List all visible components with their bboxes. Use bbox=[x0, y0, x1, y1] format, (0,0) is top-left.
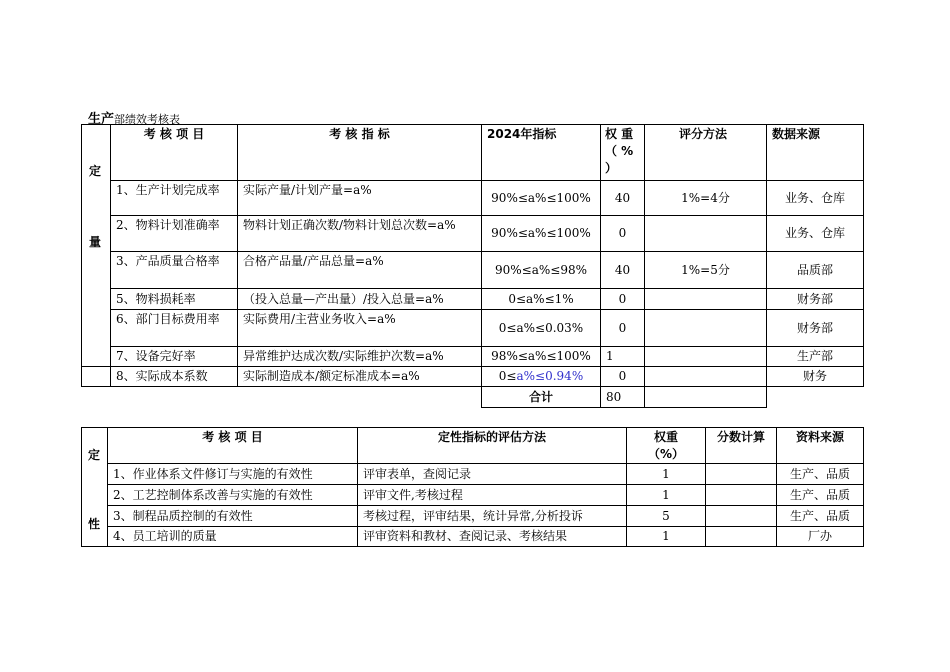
quant-header-target: 2024年指标 bbox=[481, 124, 601, 181]
qual-row-2-source: 生产、品质 bbox=[776, 484, 864, 506]
qual-header-score: 分数计算 bbox=[705, 427, 777, 464]
quant-row-6-weight: 1 bbox=[600, 346, 645, 367]
quant-row-4-source: 财务部 bbox=[766, 288, 864, 310]
quant-row-2-weight: 0 bbox=[600, 215, 645, 252]
quant-header-item: 考 核 项 目 bbox=[110, 124, 238, 181]
quant-row-7-method bbox=[644, 366, 767, 387]
quant-row-4-target: 0≤a%≤1% bbox=[481, 288, 601, 310]
quant-row-1-weight: 40 bbox=[600, 180, 645, 216]
qual-side-label-1: 定 bbox=[88, 448, 101, 462]
quant-row-6-target: 98%≤a%≤100% bbox=[481, 346, 601, 367]
qual-row-3-weight: 5 bbox=[626, 505, 706, 527]
quant-row-4-method bbox=[644, 288, 767, 310]
quant-row-4-item: 5、物料损耗率 bbox=[110, 288, 238, 310]
quant-total-label: 合计 bbox=[481, 386, 601, 408]
quant-row-3-weight: 40 bbox=[600, 251, 645, 289]
quant-row-6-item: 7、设备完好率 bbox=[110, 346, 238, 367]
qual-header-item: 考 核 项 目 bbox=[107, 427, 358, 464]
quant-row-2-item: 2、物料计划准确率 bbox=[110, 215, 238, 252]
quant-header-weight: 权 重 （ % ） bbox=[600, 124, 645, 181]
qual-row-4-method: 评审资料和教材、查阅记录、考核结果 bbox=[357, 526, 627, 547]
quant-row-5-target: 0≤a%≤0.03% bbox=[481, 309, 601, 347]
qual-row-4-item: 4、员工培训的质量 bbox=[107, 526, 358, 547]
qual-row-1-score bbox=[705, 463, 777, 485]
qual-row-1-source: 生产、品质 bbox=[776, 463, 864, 485]
qual-row-2-score bbox=[705, 484, 777, 506]
qual-row-2-weight: 1 bbox=[626, 484, 706, 506]
quant-row-4-weight: 0 bbox=[600, 288, 645, 310]
quant-side-label-1: 定 bbox=[89, 164, 102, 178]
qual-row-4-source: 厂办 bbox=[776, 526, 864, 547]
quant-row-2-source: 业务、仓库 bbox=[766, 215, 864, 252]
quant-row-1-method: 1%=4分 bbox=[644, 180, 767, 216]
quant-row-1-target: 90%≤a%≤100% bbox=[481, 180, 601, 216]
qual-row-3-score bbox=[705, 505, 777, 527]
quant-row-2-target: 90%≤a%≤100% bbox=[481, 215, 601, 252]
qual-row-2-item: 2、工艺控制体系改善与实施的有效性 bbox=[107, 484, 358, 506]
qual-row-1-method: 评审表单，查阅记录 bbox=[357, 463, 627, 485]
quant-row-3-indicator: 合格产品量/产品总量=a% bbox=[237, 251, 482, 289]
quant-row-6-indicator: 异常维护达成次数/实际维护次数=a% bbox=[237, 346, 482, 367]
qual-row-1-weight: 1 bbox=[626, 463, 706, 485]
quant-row-7-item: 8、实际成本系数 bbox=[110, 366, 238, 387]
qual-row-3-source: 生产、品质 bbox=[776, 505, 864, 527]
quant-row-4-indicator: （投入总量—产出量）/投入总量=a% bbox=[237, 288, 482, 310]
quant-row-7-weight: 0 bbox=[600, 366, 645, 387]
quant-row-5-source: 财务部 bbox=[766, 309, 864, 347]
quant-row-3-method: 1%=5分 bbox=[644, 251, 767, 289]
qual-row-1-item: 1、作业体系文件修订与实施的有效性 bbox=[107, 463, 358, 485]
quant-header-indicator: 考 核 指 标 bbox=[237, 124, 482, 181]
qual-row-4-weight: 1 bbox=[626, 526, 706, 547]
quant-row-5-weight: 0 bbox=[600, 309, 645, 347]
quant-header-method: 评分方法 bbox=[644, 124, 767, 181]
qual-row-3-method: 考核过程，评审结果，统计异常,分析投诉 bbox=[357, 505, 627, 527]
quant-row-7-indicator: 实际制造成本/额定标准成本=a% bbox=[237, 366, 482, 387]
quant-row-7-source: 财务 bbox=[766, 366, 864, 387]
quant-row-7-side bbox=[81, 366, 111, 387]
quant-row-6-source: 生产部 bbox=[766, 346, 864, 367]
quant-row-1-item: 1、生产计划完成率 bbox=[110, 180, 238, 216]
qual-row-4-score bbox=[705, 526, 777, 547]
quant-row-5-item: 6、部门目标费用率 bbox=[110, 309, 238, 347]
quant-row-5-indicator: 实际费用/主营业务收入=a% bbox=[237, 309, 482, 347]
quant-row-5-method bbox=[644, 309, 767, 347]
quant-row-3-target: 90%≤a%≤98% bbox=[481, 251, 601, 289]
quant-total-value: 80 bbox=[600, 386, 645, 408]
quant-row-6-method bbox=[644, 346, 767, 367]
quant-row-3-source: 品质部 bbox=[766, 251, 864, 289]
quant-row-7-target-prefix: 0≤ bbox=[498, 369, 517, 383]
qual-side-label-2: 性 bbox=[88, 517, 101, 531]
quant-row-3-item: 3、产品质量合格率 bbox=[110, 251, 238, 289]
qual-header-weight: 权重（%） bbox=[626, 427, 706, 464]
quant-side-label-2: 量 bbox=[89, 235, 102, 249]
qual-header-method: 定性指标的评估方法 bbox=[357, 427, 627, 464]
title-rest: 部绩效考核表 bbox=[114, 113, 181, 126]
quant-total-blank bbox=[644, 386, 767, 408]
title-bold: 生产 bbox=[88, 112, 115, 127]
quant-row-2-indicator: 物料计划正确次数/物料计划总次数=a% bbox=[237, 215, 482, 252]
qual-row-2-method: 评审文件,考核过程 bbox=[357, 484, 627, 506]
quant-row-1-source: 业务、仓库 bbox=[766, 180, 864, 216]
quant-row-1-indicator: 实际产量/计划产量=a% bbox=[237, 180, 482, 216]
quant-header-source: 数据来源 bbox=[766, 124, 864, 181]
quant-row-2-method bbox=[644, 215, 767, 252]
qual-header-source: 资料来源 bbox=[776, 427, 864, 464]
qual-row-3-item: 3、制程品质控制的有效性 bbox=[107, 505, 358, 527]
quant-row-7-target bbox=[481, 366, 601, 387]
quant-row-7-target-blue: a%≤0.94% bbox=[516, 369, 584, 383]
